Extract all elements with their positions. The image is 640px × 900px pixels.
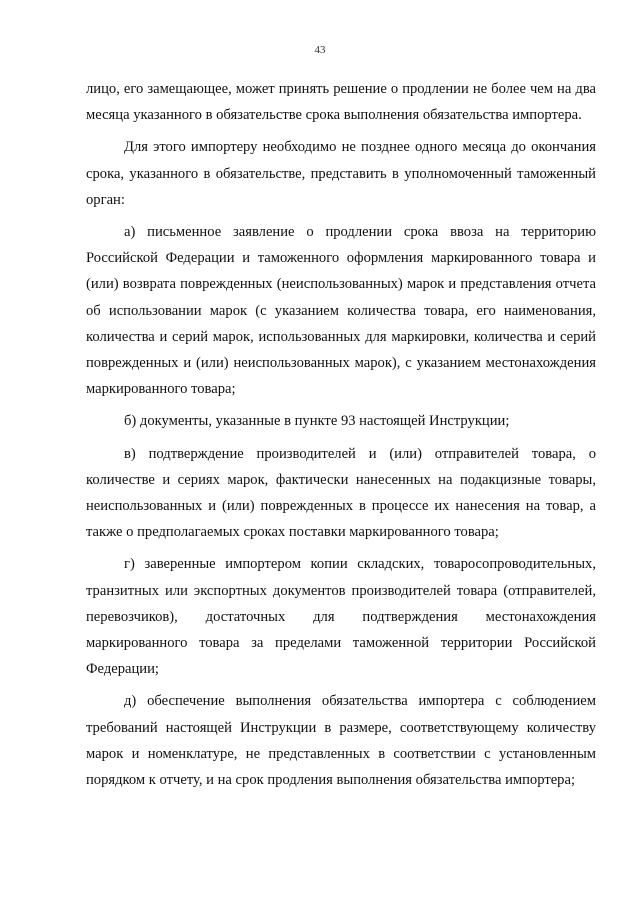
list-item-b: б) документы, указанные в пункте 93 настоящей Инструкции; bbox=[124, 413, 510, 430]
paragraph-continuation: лицо, его замещающее, может принять решение о продлении не более чем на два месяца указанного в обязательстве срока выполнения обязательства импортера. bbox=[86, 81, 596, 124]
paragraph-intro: Для этого импортеру необходимо не позднее одного месяца до окончания срока, указанного в обязательстве, представить в уполномоченный таможенный орган: bbox=[86, 139, 596, 208]
document-body bbox=[86, 76, 596, 799]
list-item-v: в) подтверждение производителей и (или) отправителей товара, о количестве и сериях марок, фактически нанесенных на подакцизные товары, неиспользованных и (или) поврежденных в процессе их нанесения на товар, а также о предполагаемых сроках поставки маркированного товара; bbox=[86, 445, 596, 541]
list-item-a: а) письменное заявление о продлении срока ввоза на территорию Российской Федерации и таможенного оформления маркированного товара и (или) возврата поврежденных (неиспользованных) марок и представления отчета об использовании марок (с указанием количества товара, его наименования, количества и серий марок, использованных для маркировки, количества и серий поврежденных и (или) неиспользованных марок), с указанием местонахождения маркированного товара; bbox=[86, 224, 596, 398]
list-item-g: г) заверенные импортером копии складских, товаросопроводительных, транзитных или экспортных документов производителей товара (отправителей, перевозчиков), достаточных для подтверждения местонахождения маркированного товара за пределами таможенной территории Российской Федерации; bbox=[86, 556, 596, 678]
page-number: 43 bbox=[314, 44, 326, 56]
list-item-d: д) обеспечение выполнения обязательства импортера с соблюдением требований настоящей Инструкции в размере, соответствующему количеству марок и номенклатуре, не представленных в соответствии с установленным порядком к отчету, и на срок продления выполнения обязательства импортера; bbox=[86, 693, 596, 789]
